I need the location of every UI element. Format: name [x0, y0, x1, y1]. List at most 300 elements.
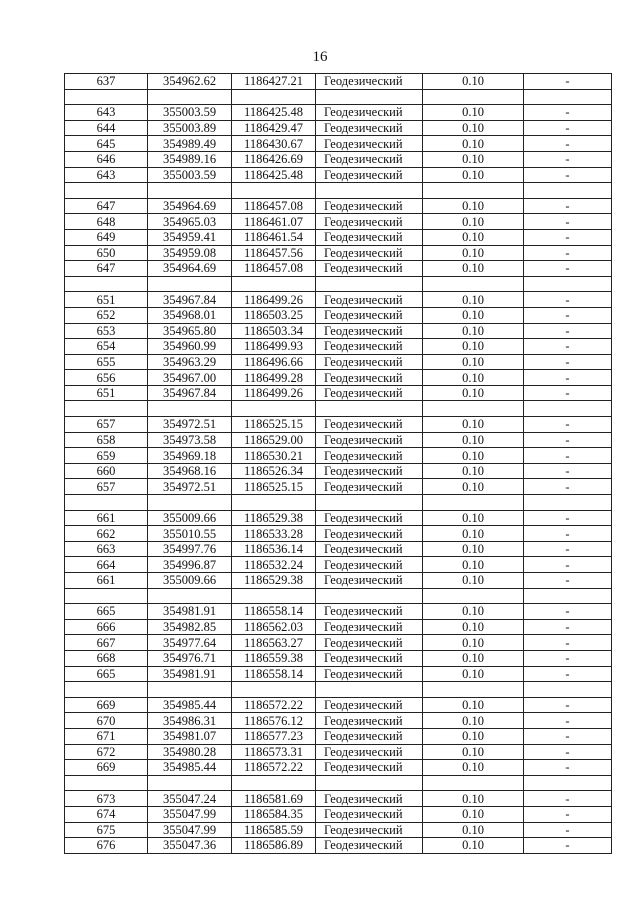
accuracy-cell: 0.10 [423, 339, 524, 355]
x-coordinate-cell: 354977.64 [148, 635, 232, 651]
y-coordinate-cell: 1186572.22 [232, 697, 316, 713]
point-number-cell: 673 [65, 791, 148, 807]
method-cell: Геодезический [316, 385, 423, 401]
x-coordinate-cell: 354964.69 [148, 261, 232, 277]
accuracy-cell: 0.10 [423, 261, 524, 277]
table-row [65, 151, 612, 167]
separator-cell [148, 588, 232, 604]
x-coordinate-cell: 354959.08 [148, 245, 232, 261]
table-row [65, 697, 612, 713]
separator-cell [232, 183, 316, 199]
point-number-cell: 660 [65, 463, 148, 479]
accuracy-cell: 0.10 [423, 432, 524, 448]
method-cell: Геодезический [316, 136, 423, 152]
y-coordinate-cell: 1186429.47 [232, 120, 316, 136]
group-separator-row [65, 775, 612, 791]
table-row [65, 760, 612, 776]
accuracy-cell: 0.10 [423, 323, 524, 339]
y-coordinate-cell: 1186499.26 [232, 292, 316, 308]
note-cell: - [524, 557, 612, 573]
x-coordinate-cell: 354980.28 [148, 744, 232, 760]
y-coordinate-cell: 1186525.15 [232, 417, 316, 433]
note-cell: - [524, 417, 612, 433]
accuracy-cell: 0.10 [423, 650, 524, 666]
table-row [65, 619, 612, 635]
separator-cell [524, 183, 612, 199]
table-row [65, 822, 612, 838]
point-number-cell: 651 [65, 292, 148, 308]
point-number-cell: 647 [65, 198, 148, 214]
accuracy-cell: 0.10 [423, 370, 524, 386]
accuracy-cell: 0.10 [423, 557, 524, 573]
note-cell: - [524, 650, 612, 666]
method-cell: Геодезический [316, 261, 423, 277]
x-coordinate-cell: 354960.99 [148, 339, 232, 355]
group-separator-row [65, 682, 612, 698]
accuracy-cell: 0.10 [423, 307, 524, 323]
method-cell: Геодезический [316, 323, 423, 339]
x-coordinate-cell: 354959.41 [148, 229, 232, 245]
x-coordinate-cell: 354985.44 [148, 760, 232, 776]
y-coordinate-cell: 1186426.69 [232, 151, 316, 167]
method-cell: Геодезический [316, 604, 423, 620]
method-cell: Геодезический [316, 417, 423, 433]
method-cell: Геодезический [316, 666, 423, 682]
separator-cell [423, 183, 524, 199]
accuracy-cell: 0.10 [423, 479, 524, 495]
method-cell: Геодезический [316, 167, 423, 183]
y-coordinate-cell: 1186526.34 [232, 463, 316, 479]
separator-cell [524, 495, 612, 511]
note-cell: - [524, 510, 612, 526]
y-coordinate-cell: 1186532.24 [232, 557, 316, 573]
point-number-cell: 650 [65, 245, 148, 261]
table-row [65, 120, 612, 136]
point-number-cell: 669 [65, 697, 148, 713]
accuracy-cell: 0.10 [423, 74, 524, 90]
separator-cell [423, 495, 524, 511]
accuracy-cell: 0.10 [423, 167, 524, 183]
x-coordinate-cell: 354981.07 [148, 728, 232, 744]
x-coordinate-cell: 354968.01 [148, 307, 232, 323]
accuracy-cell: 0.10 [423, 541, 524, 557]
separator-cell [316, 183, 423, 199]
point-number-cell: 659 [65, 448, 148, 464]
note-cell: - [524, 526, 612, 542]
note-cell: - [524, 635, 612, 651]
method-cell: Геодезический [316, 635, 423, 651]
y-coordinate-cell: 1186529.00 [232, 432, 316, 448]
method-cell: Геодезический [316, 744, 423, 760]
x-coordinate-cell: 354976.71 [148, 650, 232, 666]
point-number-cell: 656 [65, 370, 148, 386]
y-coordinate-cell: 1186529.38 [232, 573, 316, 589]
x-coordinate-cell: 355010.55 [148, 526, 232, 542]
group-separator-row [65, 276, 612, 292]
point-number-cell: 661 [65, 573, 148, 589]
separator-cell [423, 276, 524, 292]
separator-cell [423, 89, 524, 105]
accuracy-cell: 0.10 [423, 120, 524, 136]
table-row [65, 791, 612, 807]
y-coordinate-cell: 1186430.67 [232, 136, 316, 152]
point-number-cell: 645 [65, 136, 148, 152]
note-cell: - [524, 604, 612, 620]
separator-cell [423, 682, 524, 698]
table-row [65, 74, 612, 90]
y-coordinate-cell: 1186573.31 [232, 744, 316, 760]
point-number-cell: 643 [65, 105, 148, 121]
x-coordinate-cell: 354969.18 [148, 448, 232, 464]
note-cell: - [524, 105, 612, 121]
group-separator-row [65, 89, 612, 105]
method-cell: Геодезический [316, 105, 423, 121]
point-number-cell: 674 [65, 806, 148, 822]
point-number-cell: 646 [65, 151, 148, 167]
note-cell: - [524, 214, 612, 230]
table-row [65, 136, 612, 152]
accuracy-cell: 0.10 [423, 728, 524, 744]
separator-cell [316, 775, 423, 791]
table-row [65, 292, 612, 308]
coordinates-table-body [65, 74, 612, 854]
x-coordinate-cell: 355003.89 [148, 120, 232, 136]
x-coordinate-cell: 355047.24 [148, 791, 232, 807]
separator-cell [423, 401, 524, 417]
x-coordinate-cell: 355003.59 [148, 105, 232, 121]
table-row [65, 604, 612, 620]
method-cell: Геодезический [316, 370, 423, 386]
x-coordinate-cell: 354997.76 [148, 541, 232, 557]
separator-cell [148, 183, 232, 199]
method-cell: Геодезический [316, 307, 423, 323]
point-number-cell: 657 [65, 417, 148, 433]
point-number-cell: 664 [65, 557, 148, 573]
note-cell: - [524, 261, 612, 277]
method-cell: Геодезический [316, 229, 423, 245]
method-cell: Геодезический [316, 74, 423, 90]
x-coordinate-cell: 354968.16 [148, 463, 232, 479]
group-separator-row [65, 401, 612, 417]
x-coordinate-cell: 354965.03 [148, 214, 232, 230]
x-coordinate-cell: 354963.29 [148, 354, 232, 370]
accuracy-cell: 0.10 [423, 105, 524, 121]
x-coordinate-cell: 355009.66 [148, 510, 232, 526]
y-coordinate-cell: 1186558.14 [232, 604, 316, 620]
y-coordinate-cell: 1186496.66 [232, 354, 316, 370]
method-cell: Геодезический [316, 354, 423, 370]
separator-cell [524, 401, 612, 417]
method-cell: Геодезический [316, 573, 423, 589]
x-coordinate-cell: 355047.99 [148, 822, 232, 838]
point-number-cell: 672 [65, 744, 148, 760]
x-coordinate-cell: 354982.85 [148, 619, 232, 635]
separator-cell [65, 89, 148, 105]
accuracy-cell: 0.10 [423, 838, 524, 854]
table-row [65, 370, 612, 386]
table-row [65, 307, 612, 323]
method-cell: Геодезический [316, 292, 423, 308]
accuracy-cell: 0.10 [423, 697, 524, 713]
separator-cell [65, 401, 148, 417]
y-coordinate-cell: 1186425.48 [232, 105, 316, 121]
accuracy-cell: 0.10 [423, 760, 524, 776]
page-number: 16 [312, 49, 328, 65]
accuracy-cell: 0.10 [423, 245, 524, 261]
point-number-cell: 658 [65, 432, 148, 448]
note-cell: - [524, 573, 612, 589]
note-cell: - [524, 339, 612, 355]
x-coordinate-cell: 355009.66 [148, 573, 232, 589]
y-coordinate-cell: 1186585.59 [232, 822, 316, 838]
accuracy-cell: 0.10 [423, 229, 524, 245]
separator-cell [232, 276, 316, 292]
separator-cell [316, 495, 423, 511]
separator-cell [148, 276, 232, 292]
point-number-cell: 655 [65, 354, 148, 370]
note-cell: - [524, 245, 612, 261]
x-coordinate-cell: 354973.58 [148, 432, 232, 448]
separator-cell [423, 588, 524, 604]
method-cell: Геодезический [316, 214, 423, 230]
y-coordinate-cell: 1186457.08 [232, 261, 316, 277]
accuracy-cell: 0.10 [423, 744, 524, 760]
table-row [65, 417, 612, 433]
accuracy-cell: 0.10 [423, 198, 524, 214]
point-number-cell: 676 [65, 838, 148, 854]
point-number-cell: 654 [65, 339, 148, 355]
y-coordinate-cell: 1186581.69 [232, 791, 316, 807]
point-number-cell: 663 [65, 541, 148, 557]
accuracy-cell: 0.10 [423, 151, 524, 167]
x-coordinate-cell: 355003.59 [148, 167, 232, 183]
x-coordinate-cell: 354972.51 [148, 417, 232, 433]
separator-cell [148, 775, 232, 791]
table-row [65, 339, 612, 355]
table-row [65, 510, 612, 526]
point-number-cell: 653 [65, 323, 148, 339]
method-cell: Геодезический [316, 448, 423, 464]
method-cell: Геодезический [316, 526, 423, 542]
accuracy-cell: 0.10 [423, 619, 524, 635]
note-cell: - [524, 292, 612, 308]
point-number-cell: 665 [65, 666, 148, 682]
y-coordinate-cell: 1186533.28 [232, 526, 316, 542]
note-cell: - [524, 744, 612, 760]
separator-cell [148, 495, 232, 511]
y-coordinate-cell: 1186577.23 [232, 728, 316, 744]
separator-cell [232, 89, 316, 105]
table-row [65, 479, 612, 495]
accuracy-cell: 0.10 [423, 214, 524, 230]
table-row [65, 526, 612, 542]
y-coordinate-cell: 1186584.35 [232, 806, 316, 822]
accuracy-cell: 0.10 [423, 526, 524, 542]
separator-cell [524, 588, 612, 604]
x-coordinate-cell: 355047.99 [148, 806, 232, 822]
note-cell: - [524, 806, 612, 822]
separator-cell [65, 276, 148, 292]
method-cell: Геодезический [316, 697, 423, 713]
y-coordinate-cell: 1186425.48 [232, 167, 316, 183]
y-coordinate-cell: 1186499.93 [232, 339, 316, 355]
y-coordinate-cell: 1186572.22 [232, 760, 316, 776]
table-row [65, 385, 612, 401]
method-cell: Геодезический [316, 838, 423, 854]
point-number-cell: 649 [65, 229, 148, 245]
method-cell: Геодезический [316, 198, 423, 214]
accuracy-cell: 0.10 [423, 385, 524, 401]
note-cell: - [524, 838, 612, 854]
method-cell: Геодезический [316, 339, 423, 355]
table-row [65, 432, 612, 448]
point-number-cell: 652 [65, 307, 148, 323]
note-cell: - [524, 822, 612, 838]
method-cell: Геодезический [316, 120, 423, 136]
note-cell: - [524, 697, 612, 713]
method-cell: Геодезический [316, 245, 423, 261]
y-coordinate-cell: 1186529.38 [232, 510, 316, 526]
y-coordinate-cell: 1186576.12 [232, 713, 316, 729]
note-cell: - [524, 370, 612, 386]
separator-cell [524, 775, 612, 791]
separator-cell [232, 775, 316, 791]
y-coordinate-cell: 1186457.56 [232, 245, 316, 261]
table-row [65, 541, 612, 557]
note-cell: - [524, 463, 612, 479]
point-number-cell: 668 [65, 650, 148, 666]
note-cell: - [524, 354, 612, 370]
method-cell: Геодезический [316, 650, 423, 666]
y-coordinate-cell: 1186530.21 [232, 448, 316, 464]
accuracy-cell: 0.10 [423, 713, 524, 729]
table-row [65, 463, 612, 479]
table-row [65, 557, 612, 573]
separator-cell [232, 495, 316, 511]
table-row [65, 713, 612, 729]
x-coordinate-cell: 355047.36 [148, 838, 232, 854]
x-coordinate-cell: 354964.69 [148, 198, 232, 214]
accuracy-cell: 0.10 [423, 510, 524, 526]
point-number-cell: 675 [65, 822, 148, 838]
x-coordinate-cell: 354972.51 [148, 479, 232, 495]
separator-cell [316, 89, 423, 105]
note-cell: - [524, 167, 612, 183]
table-row [65, 323, 612, 339]
point-number-cell: 662 [65, 526, 148, 542]
note-cell: - [524, 229, 612, 245]
separator-cell [316, 588, 423, 604]
note-cell: - [524, 151, 612, 167]
method-cell: Геодезический [316, 760, 423, 776]
x-coordinate-cell: 354967.00 [148, 370, 232, 386]
separator-cell [316, 682, 423, 698]
note-cell: - [524, 541, 612, 557]
note-cell: - [524, 74, 612, 90]
accuracy-cell: 0.10 [423, 463, 524, 479]
method-cell: Геодезический [316, 728, 423, 744]
y-coordinate-cell: 1186586.89 [232, 838, 316, 854]
point-number-cell: 670 [65, 713, 148, 729]
table-row [65, 354, 612, 370]
separator-cell [65, 183, 148, 199]
x-coordinate-cell: 354967.84 [148, 385, 232, 401]
point-number-cell: 637 [65, 74, 148, 90]
separator-cell [524, 682, 612, 698]
y-coordinate-cell: 1186536.14 [232, 541, 316, 557]
y-coordinate-cell: 1186503.25 [232, 307, 316, 323]
method-cell: Геодезический [316, 541, 423, 557]
y-coordinate-cell: 1186562.03 [232, 619, 316, 635]
group-separator-row [65, 183, 612, 199]
y-coordinate-cell: 1186563.27 [232, 635, 316, 651]
note-cell: - [524, 136, 612, 152]
table-row [65, 198, 612, 214]
y-coordinate-cell: 1186461.07 [232, 214, 316, 230]
table-row [65, 744, 612, 760]
x-coordinate-cell: 354989.49 [148, 136, 232, 152]
note-cell: - [524, 323, 612, 339]
accuracy-cell: 0.10 [423, 604, 524, 620]
point-number-cell: 666 [65, 619, 148, 635]
x-coordinate-cell: 354986.31 [148, 713, 232, 729]
accuracy-cell: 0.10 [423, 448, 524, 464]
x-coordinate-cell: 354985.44 [148, 697, 232, 713]
table-row [65, 261, 612, 277]
method-cell: Геодезический [316, 151, 423, 167]
separator-cell [65, 682, 148, 698]
table-row [65, 573, 612, 589]
separator-cell [148, 401, 232, 417]
note-cell: - [524, 760, 612, 776]
y-coordinate-cell: 1186525.15 [232, 479, 316, 495]
x-coordinate-cell: 354965.80 [148, 323, 232, 339]
accuracy-cell: 0.10 [423, 573, 524, 589]
group-separator-row [65, 495, 612, 511]
table-row [65, 666, 612, 682]
note-cell: - [524, 666, 612, 682]
table-row [65, 214, 612, 230]
x-coordinate-cell: 354996.87 [148, 557, 232, 573]
accuracy-cell: 0.10 [423, 417, 524, 433]
y-coordinate-cell: 1186499.26 [232, 385, 316, 401]
method-cell: Геодезический [316, 791, 423, 807]
accuracy-cell: 0.10 [423, 806, 524, 822]
separator-cell [524, 89, 612, 105]
coordinates-table [64, 73, 612, 854]
point-number-cell: 651 [65, 385, 148, 401]
method-cell: Геодезический [316, 822, 423, 838]
point-number-cell: 643 [65, 167, 148, 183]
note-cell: - [524, 198, 612, 214]
point-number-cell: 644 [65, 120, 148, 136]
table-row [65, 448, 612, 464]
point-number-cell: 667 [65, 635, 148, 651]
x-coordinate-cell: 354962.62 [148, 74, 232, 90]
y-coordinate-cell: 1186499.28 [232, 370, 316, 386]
table-row [65, 838, 612, 854]
separator-cell [524, 276, 612, 292]
separator-cell [316, 276, 423, 292]
separator-cell [148, 89, 232, 105]
y-coordinate-cell: 1186559.38 [232, 650, 316, 666]
separator-cell [65, 775, 148, 791]
note-cell: - [524, 307, 612, 323]
table-row [65, 167, 612, 183]
note-cell: - [524, 432, 612, 448]
separator-cell [65, 588, 148, 604]
y-coordinate-cell: 1186427.21 [232, 74, 316, 90]
